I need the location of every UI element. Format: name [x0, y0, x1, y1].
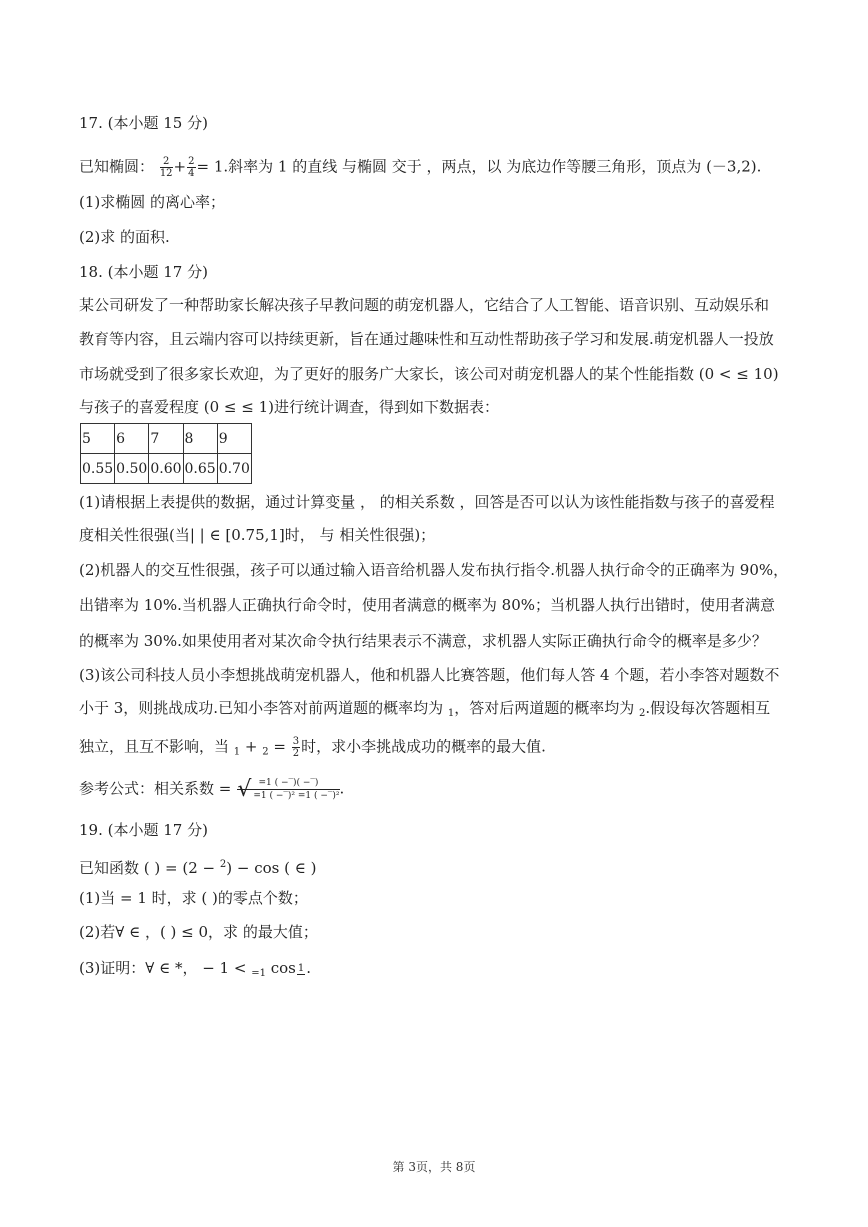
q18-sub2-line: (2)机器人的交互性很强，孩子可以通过输入语音给机器人发布执行指令.机器人执行命令的正确率为 90%，: [79, 561, 789, 579]
q18-para-line: 与孩子的喜爱程度 (0 ≤ ≤ 1)进行统计调查，得到如下数据表：: [79, 398, 500, 416]
q17-stem: 已知椭圆： $\frac{2}{12}$ + $\frac{2}{4}$ = 1.斜率为 1 的直线 与椭圆 交于 ，两点，以 为底边作等腰三角形，顶点为 (－3,2).: [79, 156, 762, 179]
q18-header: 18. (本小题 17 分): [79, 263, 208, 281]
table-cell: 8: [183, 424, 217, 454]
q18-sub2-line: 的概率为 30%.如果使用者对某次命令执行结果表示不满意，求机器人实际正确执行命令的概率是多少？: [79, 632, 767, 650]
q19-part2: (2)若∀ ∈ ，( ) ≤ 0，求 的最大值；: [79, 923, 318, 941]
table-row: [81, 454, 252, 484]
q17-part2: (2)求 的面积.: [79, 228, 170, 246]
q18-sub1-line: (1)请根据上表提供的数据，通过计算变量 ， 的相关系数 ，回答是否可以认为该性能指数与孩子的喜爱程: [79, 493, 775, 511]
fraction: 1: [297, 963, 305, 974]
q18-sub2-line: 出错率为 10%.当机器人正确执行命令时，使用者满意的概率为 80%；当机器人执行出错时，使用者满意: [79, 596, 775, 614]
q17-header: 17. (本小题 15 分): [79, 114, 208, 132]
q19-header: 19. (本小题 17 分): [79, 821, 208, 839]
q17-frac-y: $\frac{2}{4}$: [188, 156, 195, 179]
q18-para-line: 教育等内容，且云端内容可以持续更新，旨在通过趣味性和互动性帮助孩子学习和发展.萌宠机器人一投放: [79, 330, 774, 348]
q18-sub3-line: (3)该公司科技人员小李想挑战萌宠机器人，他和机器人比赛答题，他们每人答 4 个题，若小李答对题数不: [79, 666, 780, 684]
table-row: [81, 424, 252, 454]
fraction: $\frac{3}{2}$: [292, 736, 300, 759]
table-cell: 0.60: [149, 454, 183, 484]
q19-stem: 已知函数 ( ) = (2 − $^2$) − cos ( ∈ ): [79, 859, 317, 877]
table-cell: 9: [217, 424, 251, 454]
q18-sub1-line: 度相关性很强(当| | ∈ [0.75,1]时， 与 相关性很强)；: [79, 526, 436, 544]
q18-para-line: 某公司研发了一种帮助家长解决孩子早教问题的萌宠机器人，它结合了人工智能、语音识别、互动娱乐和: [79, 296, 770, 314]
page-footer: 第 3页，共 8页: [392, 1160, 476, 1174]
data-table: [80, 423, 252, 484]
table-cell: 6: [115, 424, 149, 454]
q18-sub3-line: 小于 3，则挑战成功.已知小李答对前两道题的概率均为 $_1$，答对后两道题的概率均为 $_2$.假设每次答题相互: [79, 699, 771, 719]
q19-part1: (1)当 = 1 时，求 ( )的零点个数；: [79, 889, 308, 907]
q17-frac-x: $\frac{2}{12}$: [159, 156, 173, 179]
q18-sub3-line: 独立，且互不影响，当 $_1$ + $_2$ = $\frac{3}{2}$ 时，求小李挑战成功的概率的最大值.: [79, 736, 546, 759]
table-cell: 0.55: [81, 454, 115, 484]
table-cell: 0.65: [183, 454, 217, 484]
q19-part3: (3)证明：∀ ∈ *， − 1 < $_{=1}$ cos 1 .: [79, 959, 312, 979]
table-cell: 7: [149, 424, 183, 454]
reference-formula: 参考公式：相关系数 = =1 ( −‾)( −‾) √ =1 ( −‾)² =1 ( −‾)² .: [79, 777, 344, 802]
correlation-formula: =1 ( −‾)( −‾) √ =1 ( −‾)² =1 ( −‾)²: [237, 777, 339, 802]
table-cell: 0.50: [115, 454, 149, 484]
table-cell: 5: [81, 424, 115, 454]
table-cell: 0.70: [217, 454, 251, 484]
q17-part1: (1)求椭圆 的离心率；: [79, 193, 226, 211]
q18-para-line: 市场就受到了很多家长欢迎，为了更好的服务广大家长，该公司对萌宠机器人的某个性能指数 (0 < ≤ 10): [79, 365, 779, 383]
